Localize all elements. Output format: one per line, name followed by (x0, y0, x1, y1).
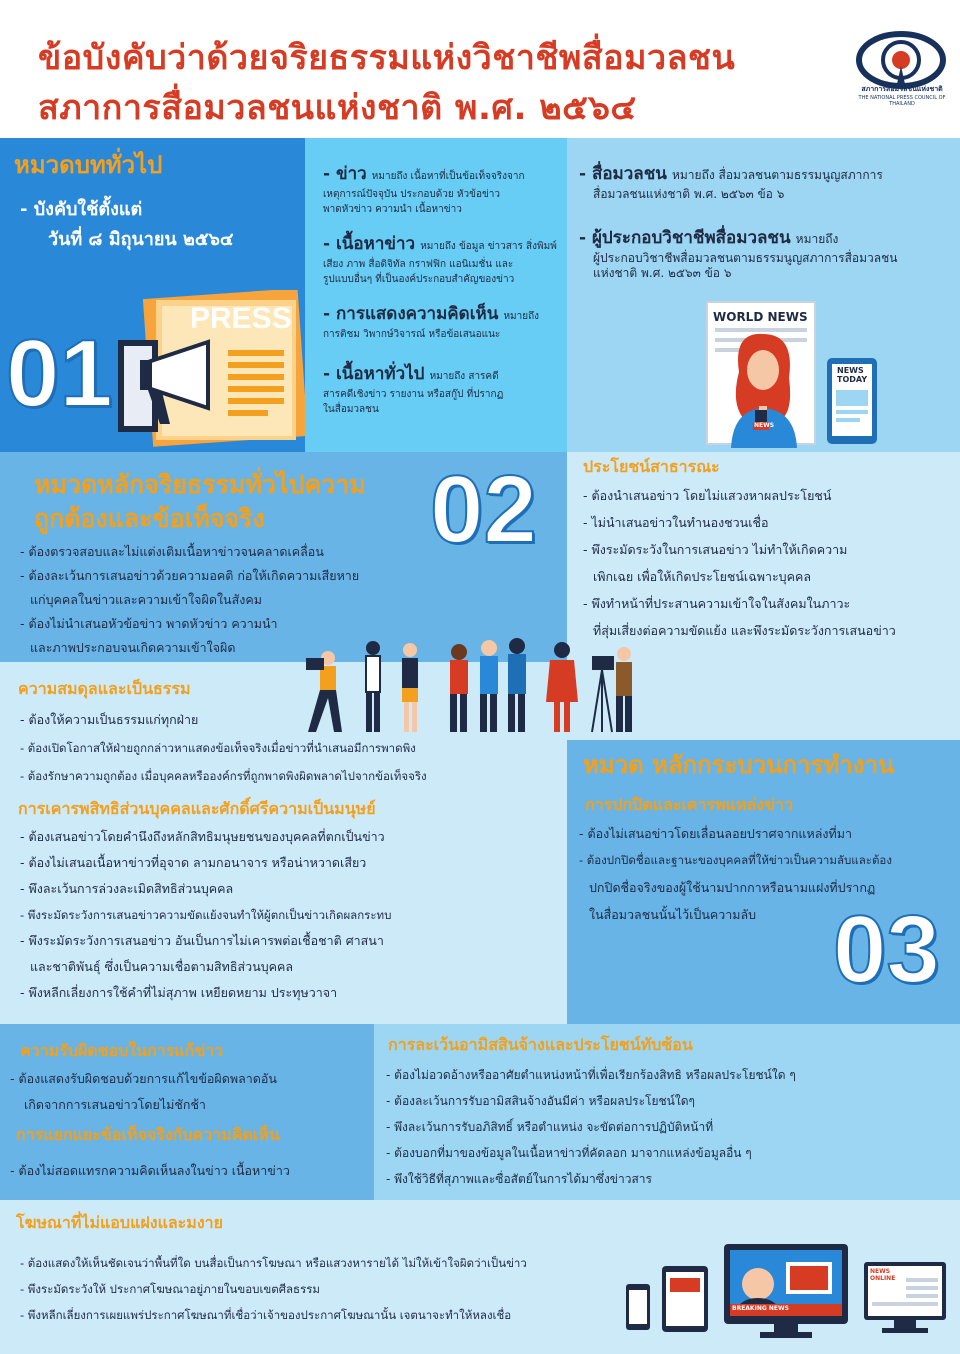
privacy-heading: การเคารพสิทธิส่วนบุคคลและศักดิ์ศรีความเป็นมนุษย์ (18, 799, 376, 818)
ads-item: - พึงหลีกเลี่ยงการเผยแพร่ประกาศโฆษณาที่เชื่อว่าเจ้าของประกาศโฆษณานั้น เจตนาจะทำให้หลงเชื่อ (20, 1308, 512, 1322)
accuracy-item: แก่บุคคลในข่าวและความเข้าใจผิดในสังคม (30, 592, 262, 607)
bribe-item: - พึงละเว้นการรับอภิสิทธิ์ หรือตำแหน่ง จะขัดต่อการปฏิบัติหน้าที่ (386, 1120, 714, 1134)
world-news-label: WORLD NEWS (713, 310, 808, 324)
accuracy-item: - ต้องตรวจสอบและไม่แต่งเติมเนื้อหาข่าวจนคลาดเคลื่อน (20, 544, 324, 559)
responsibility-item: เกิดจากการเสนอข่าวโดยไม่ชักช้า (24, 1097, 206, 1112)
ads-item: - พึงระมัดระวังให้ ประกาศโฆษณาอยู่ภายในขอบเขตศีลธรรม (20, 1282, 320, 1296)
definition-media-term: - สื่อมวลชน (579, 164, 667, 184)
separate-heading: การแยกแยะข้อเท็จจริงกับความคิดเห็น (16, 1125, 280, 1144)
bribe-item: - ต้องบอกที่มาของข้อมูลในเนื้อหาข่าวที่คัดลอก มาจากแหล่งข้อมูลอื่น ๆ (386, 1146, 752, 1160)
section3-sources-panel (567, 740, 960, 1024)
definition-news-text1: หมายถึง เนื้อหาที่เป็นข้อเท็จจริงจาก (371, 171, 525, 182)
public-interest-heading: ประโยชน์สาธารณะ (583, 457, 720, 476)
privacy-item: - ต้องไม่เสนอเนื้อหาข่าวที่อุจาด ลามกอนาจาร หรือน่าหวาดเสียว (20, 855, 367, 870)
sources-item: ปกปิดชื่อจริงของผู้ใช้นามปากกาหรือนามแฝงที่ปรากฏ (589, 880, 876, 895)
accuracy-item: - ต้องละเว้นการเสนอข่าวด้วยความอคติ ก่อให้เกิดความเสียหาย (20, 568, 360, 583)
press-sign: PRESS (190, 302, 292, 335)
page-title-line2: สภาการสื่อมวลชนแห่งชาติ พ.ศ. ๒๕๖๔ (38, 88, 637, 128)
section1-left-panel (0, 138, 305, 452)
definition-practitioner-text3: แห่งชาติ พ.ศ. ๒๕๖๓ ข้อ ๖ (593, 266, 732, 280)
section3-bribe-panel (374, 1024, 960, 1200)
breaking-news-label: BREAKING NEWS (732, 1305, 789, 1312)
public-interest-item: - พึงระมัดระวังในการเสนอข่าว ไม่ทำให้เกิดความ (583, 542, 848, 557)
news-online-label: NEWS ONLINE (870, 1268, 896, 1282)
news-today-label: NEWS TODAY (837, 366, 868, 384)
definition-news-text2: เหตุการณ์ปัจจุบัน ประกอบด้วย หัวข้อข่าว (323, 189, 501, 200)
responsibility-item: - ต้องแสดงรับผิดชอบด้วยการแก้ไขข้อผิดพลาดอัน (10, 1071, 277, 1086)
definition-media-text2: สื่อมวลชนแห่งชาติ พ.ศ. ๒๕๖๓ ข้อ ๖ (593, 187, 785, 201)
logo-name: สภาการสื่อมวลชนแห่งชาติ (861, 85, 943, 93)
section3-number: 03 (833, 896, 940, 1003)
section1-media-panel (567, 138, 960, 452)
privacy-item: - พึงหลีกเลี่ยงการใช้คำที่ไม่สุภาพ เหยียดหยาม ประทุษวาจา (20, 985, 338, 1000)
separate-list (10, 1158, 290, 1184)
definition-content-text3: รูปแบบอื่นๆ ที่เป็นองค์ประกอบสำคัญของข่าว (323, 274, 515, 285)
sources-item: - ต้องไม่เสนอข่าวโดยเลื่อนลอยปราศจากแหล่งที่มา (579, 826, 852, 841)
public-interest-item: - ต้องนำเสนอข่าว โดยไม่แสวงหาผลประโยชน์ (583, 488, 832, 503)
bribe-list (386, 1062, 796, 1192)
balance-heading: ความสมดุลและเป็นธรรม (18, 679, 191, 698)
definition-practitioner-term: - ผู้ประกอบวิชาชีพสื่อมวลชน (579, 228, 791, 248)
definition-content-text1: หมายถึง ข้อมูล ข่าวสาร สิ่งพิมพ์ (420, 241, 557, 252)
public-interest-item: ที่สุ่มเสี่ยงต่อความขัดแย้ง และพึงระมัดระวังการเสนอข่าว (593, 623, 896, 638)
privacy-item: - พึงระมัดระวังการเสนอข่าว อันเป็นการไม่เคารพต่อเชื้อชาติ ศาสนา (20, 933, 384, 948)
definition-content-text2: เสียง ภาพ สื่อดิจิทัล กราฟฟิก แอนิเมชั่น และ (323, 259, 514, 270)
section3-ads-panel (0, 1200, 960, 1354)
definition-media-text1: หมายถึง สื่อมวลชนตามธรรมนูญสภาการ (671, 168, 883, 182)
privacy-item: - พึงระมัดระวังการเสนอข่าวความขัดแย้งจนทำให้ผู้ตกเป็นข่าวเกิดผลกระทบ (20, 908, 392, 922)
section3-heading: หมวด หลักกระบวนการทำงาน (583, 751, 895, 779)
definition-opinion-text1: หมายถึง (503, 311, 540, 322)
privacy-item: - ต้องเสนอข่าวโดยคำนึงถึงหลักสิทธิมนุษยชนของบุคคลที่ตกเป็นข่าว (20, 829, 385, 844)
definition-news-term: - ข่าว (323, 164, 367, 184)
definition-practitioner (579, 224, 960, 281)
definition-news-text3: พาดหัวข่าว ความนำ เนื้อหาข่าว (323, 204, 462, 215)
separate-item: - ต้องไม่สอดแทรกความคิดเห็นลงในข่าว เนื้อหาข่าว (10, 1163, 290, 1178)
definition-general-text2: สารคดีเชิงข่าว รายงาน หรือสกู๊ป ที่ปรากฏ (323, 389, 504, 400)
section3-responsibility-panel (0, 1024, 374, 1200)
section1-number: 01 (6, 320, 113, 427)
section2-heading-line2: ถูกต้องและข้อเท็จจริง (34, 504, 265, 533)
definition-practitioner-text1: หมายถึง (795, 232, 839, 246)
definition-general-text1: หมายถึง สารคดี (429, 371, 499, 382)
public-interest-item: - ไม่นำเสนอข่าวในทำนองชวนเชื่อ (583, 515, 769, 530)
bribe-item: - พึงใช้วิธีที่สุภาพและซื่อสัตย์ในการได้มาซึ่งข่าวสาร (386, 1172, 652, 1186)
bribe-heading: การละเว้นอามิสสินจ้างและประโยชน์ทับซ้อน (388, 1035, 693, 1054)
responsibility-heading: ความรับผิดชอบในการแก้ข่าว (20, 1041, 224, 1060)
section2-heading-line1: หมวดหลักจริยธรรมทั่วไปความ (34, 470, 366, 499)
definition-opinion (323, 300, 573, 342)
definition-opinion-term: - การแสดงความคิดเห็น (323, 304, 499, 324)
accuracy-item: - ต้องไม่นำเสนอหัวข้อข่าว พาดหัวข่าว ความนำ (20, 616, 278, 631)
balance-item: - ต้องเปิดโอกาสให้ฝ่ายถูกกล่าวหาแสดงข้อเท็จจริงเมื่อข่าวที่นำเสนอมีการพาดพิง (20, 741, 416, 755)
logo-subtitle: THE NATIONAL PRESS COUNCIL OF THAILAND (858, 95, 946, 107)
sources-heading: การปกปิดและเคารพแหล่งข่าว (585, 795, 794, 814)
definition-general-text3: ในสื่อมวลชน (323, 404, 379, 415)
section1-effective-date: วันที่ ๘ มิถุนายน ๒๕๖๔ (48, 229, 234, 250)
sources-item: - ต้องปกปิดชื่อและฐานะของบุคคลที่ให้ข่าวเป็นความลับและต้อง (579, 853, 892, 867)
journalists-crowd-icon (298, 636, 648, 736)
definition-general-term: - เนื้อหาทั่วไป (323, 364, 425, 384)
ads-heading: โฆษณาที่ไม่แอบแฝงและมงาย (16, 1213, 223, 1232)
ads-item: - ต้องแสดงให้เห็นชัดเจนว่าพื้นที่ใด บนสื่อเป็นการโฆษณา หรือแสวงหารายได้ ไม่ให้เข้าใจผิดว่าเป็นข่าว (20, 1256, 527, 1270)
public-interest-item: เพิกเฉย เพื่อให้เกิดประโยชน์เฉพาะบุคคล (593, 569, 811, 584)
section1-definitions-panel (305, 138, 567, 452)
definition-news (323, 160, 573, 217)
accuracy-item: และภาพประกอบจนเกิดความเข้าใจผิด (30, 640, 236, 655)
section2-accuracy-panel (0, 452, 567, 662)
privacy-item: - พึงละเว้นการล่วงละเมิดสิทธิส่วนบุคคล (20, 881, 234, 896)
section1-heading: หมวดบททั่วไป (14, 151, 163, 179)
definition-content-term: - เนื้อหาข่าว (323, 234, 416, 254)
news-devices-icon (624, 1240, 950, 1340)
privacy-item: และชาติพันธุ์ ซึ่งเป็นความเชื่อตามสิทธิส่วนบุคคล (30, 959, 294, 974)
page-title-line1: ข้อบังคับว่าด้วยจริยธรรมแห่งวิชาชีพสื่อมวลชน (38, 38, 736, 78)
public-interest-list (583, 482, 896, 644)
reporter-news-badge: NEWS (754, 422, 775, 429)
balance-item: - ต้องให้ความเป็นธรรมแก่ทุกฝ่าย (20, 712, 199, 727)
balance-item: - ต้องรักษาความถูกต้อง เมื่อบุคคลหรือองค์กรที่ถูกพาดพิงผิดพลาดไปจากข้อเท็จจริง (20, 769, 427, 783)
bribe-item: - ต้องละเว้นการรับอามิสสินจ้างอันมีค่า หรือผลประโยชน์ใดๆ (386, 1094, 695, 1108)
bribe-item: - ต้องไม่อวดอ้างหรืออาศัยตำแหน่งหน้าที่เพื่อเรียกร้องสิทธิ หรือผลประโยชน์ใด ๆ (386, 1068, 796, 1082)
sources-item: ในสื่อมวลชนนั้นไว้เป็นความลับ (589, 907, 757, 922)
definition-general (323, 360, 573, 417)
responsibility-list (10, 1066, 277, 1118)
section2-number: 02 (430, 456, 537, 563)
public-interest-item: - พึงทำหน้าที่ประสานความเข้าใจในสังคมในภาวะ (583, 596, 851, 611)
privacy-list (20, 824, 391, 1006)
section1-effective-label: - บังคับใช้ตั้งแต่ (20, 199, 143, 220)
definition-content (323, 230, 573, 287)
ads-list (20, 1250, 527, 1328)
definition-practitioner-text2: ผู้ประกอบวิชาชีพสื่อมวลชนตามธรรมนูญสภาการสื่อมวลชน (593, 251, 898, 265)
definition-media (579, 160, 959, 202)
definition-opinion-text2: การติชม วิพากษ์วิจารณ์ หรือข้อเสนอแนะ (323, 329, 501, 340)
